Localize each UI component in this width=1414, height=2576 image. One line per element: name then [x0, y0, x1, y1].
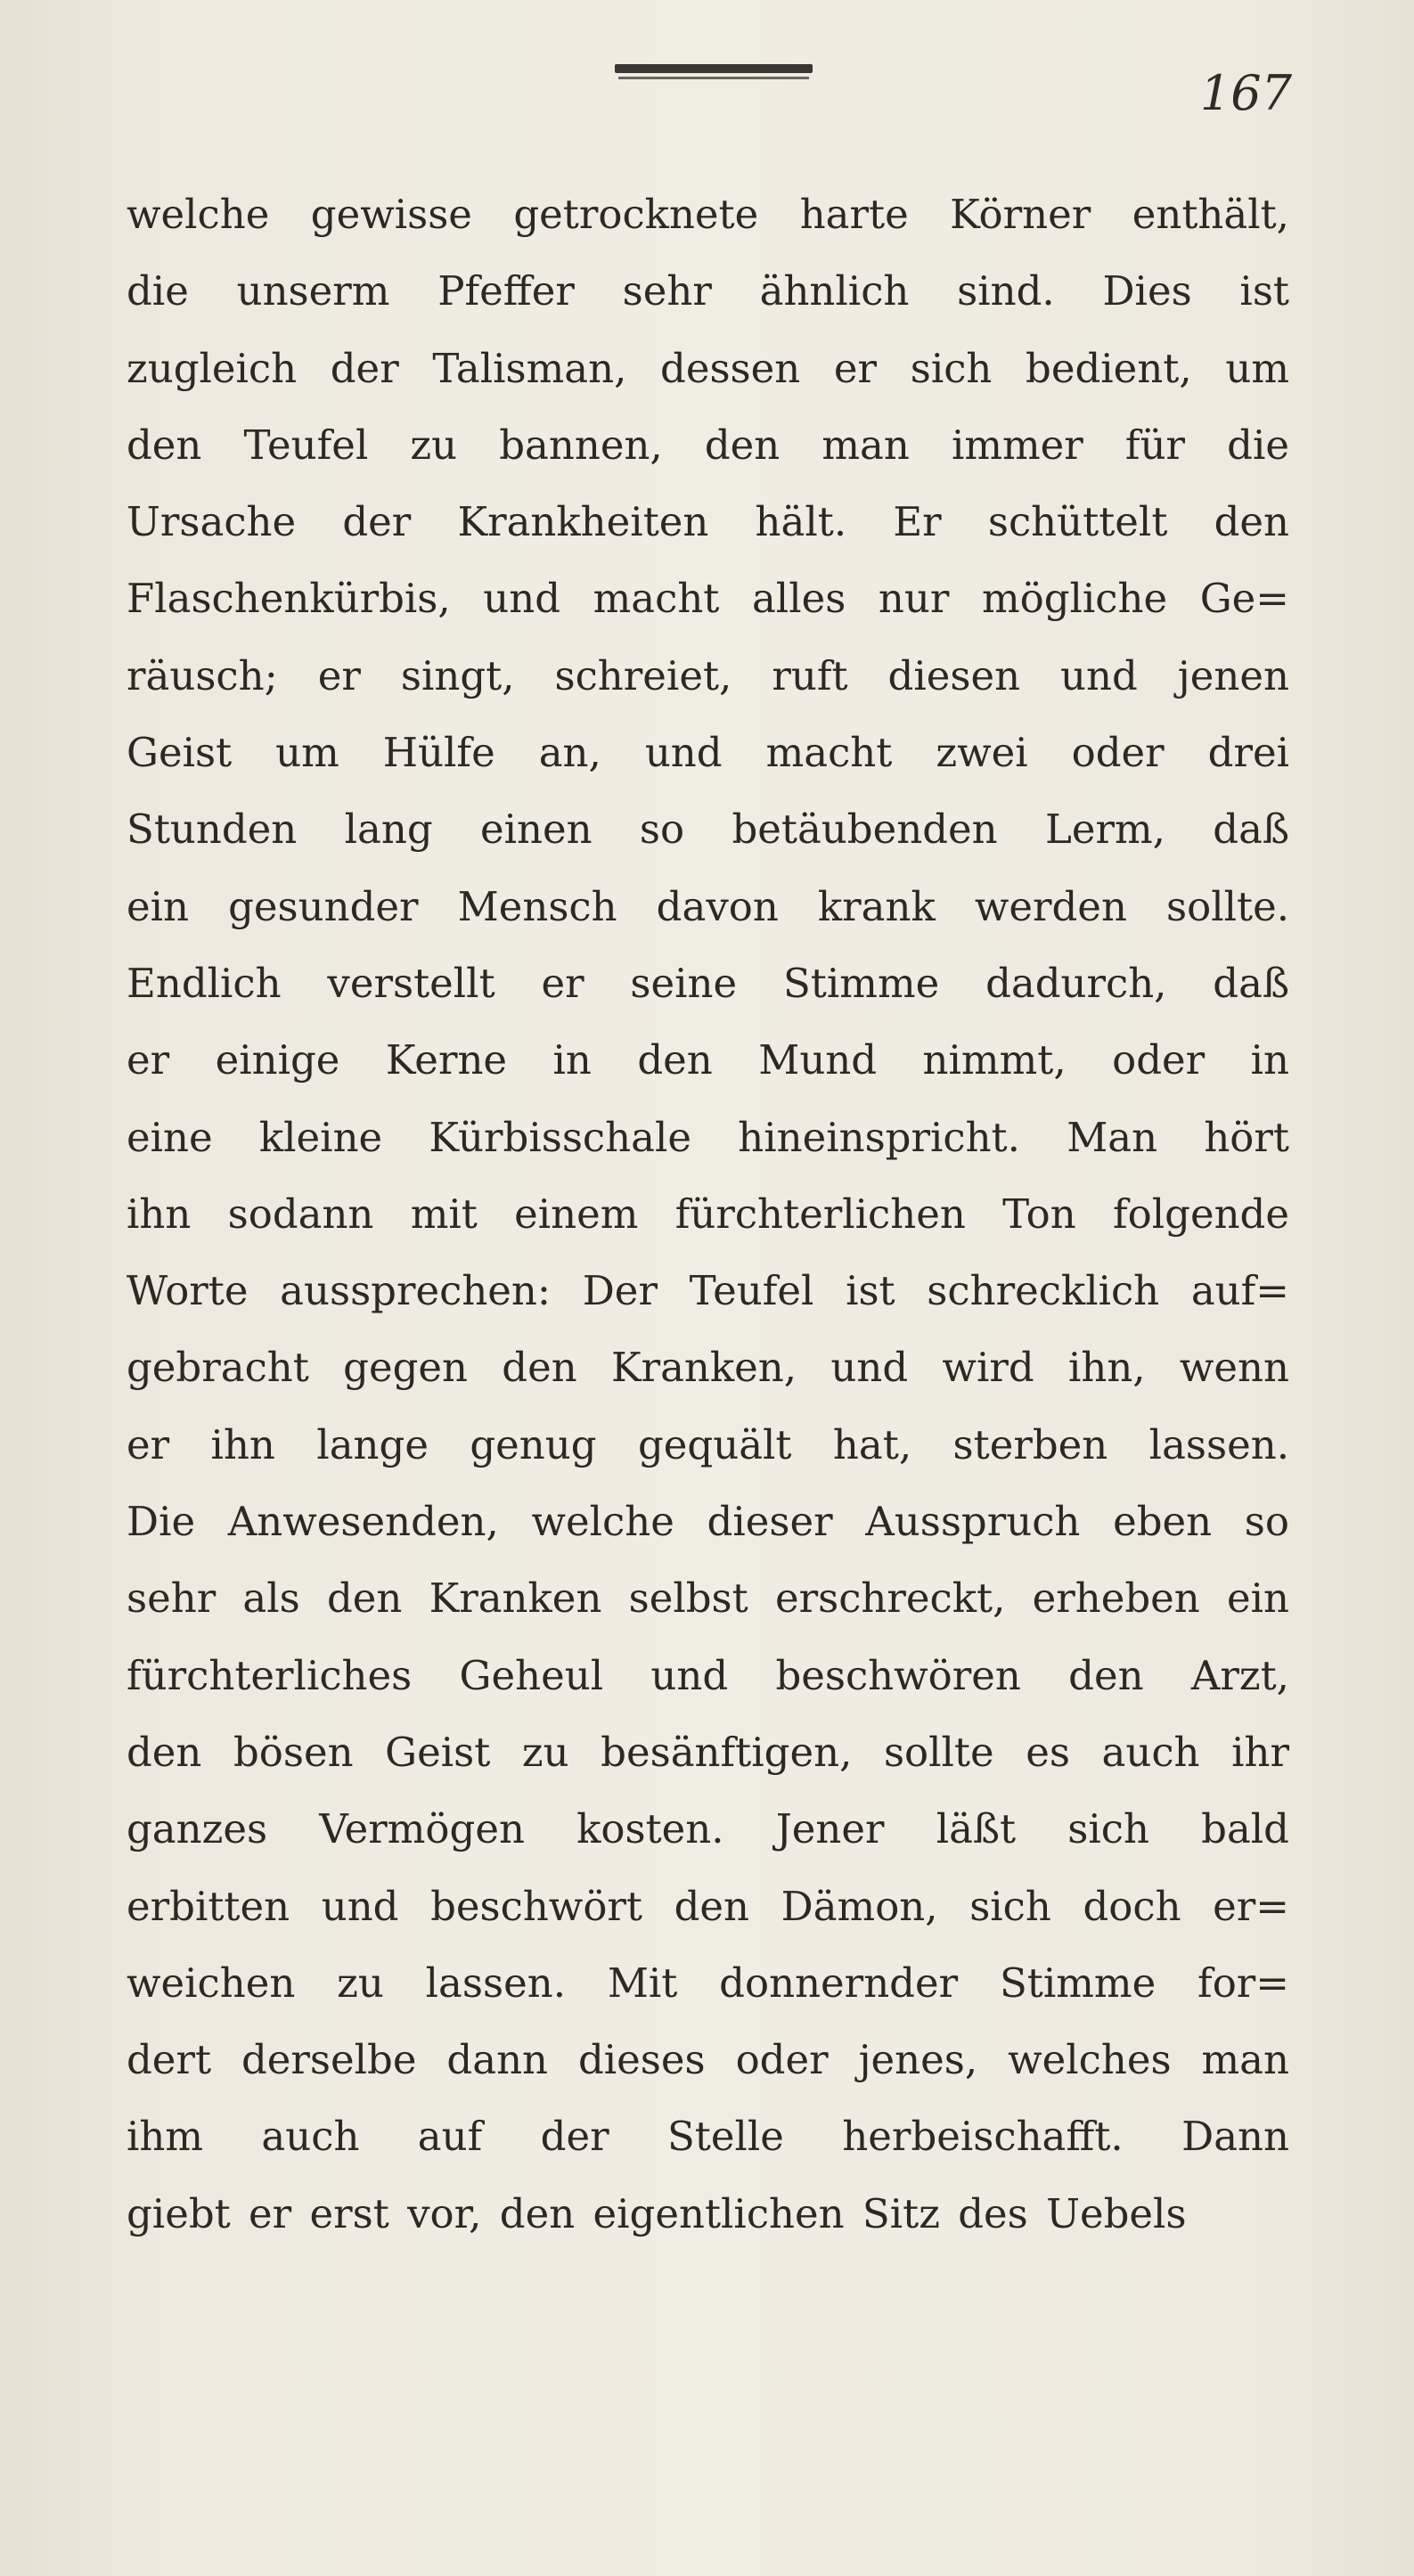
text-line: den bösen Geist zu besänftigen, sollte es auch ihr: [127, 1728, 1289, 1776]
text-line: gebracht gegen den Kranken, und wird ihn, wenn: [127, 1344, 1289, 1392]
text-line: Geist um Hülfe an, und macht zwei oder drei: [127, 729, 1289, 777]
text-line: erbitten und beschwört den Dämon, sich doch er=: [127, 1882, 1289, 1930]
text-line: räusch; er singt, schreiet, ruft diesen und jenen: [127, 651, 1289, 699]
text-line: welche gewisse getrocknete harte Körner enthält,: [127, 191, 1289, 238]
body-text: [127, 176, 1289, 2253]
text-line: ihn sodann mit einem fürchterlichen Ton folgende: [127, 1190, 1289, 1238]
text-line: Worte aussprechen: Der Teufel ist schrecklich auf=: [127, 1267, 1289, 1315]
text-line: Ursache der Krankheiten hält. Er schüttelt den: [127, 498, 1289, 546]
page-number: 167: [1199, 65, 1292, 121]
text-line: er ihn lange genug gequält hat, sterben lassen.: [127, 1420, 1289, 1468]
text-line: Flaschenkürbis, und macht alles nur mögliche Ge=: [127, 575, 1289, 623]
text-line: dert derselbe dann dieses oder jenes, welches man: [127, 2036, 1289, 2084]
text-line: den Teufel zu bannen, den man immer für die: [127, 421, 1289, 469]
text-line: er einige Kerne in den Mund nimmt, oder in: [127, 1036, 1289, 1084]
text-line: Stunden lang einen so betäubenden Lerm, daß: [127, 806, 1289, 854]
header-rule: [615, 64, 813, 73]
text-line: weichen zu lassen. Mit donnernder Stimme for=: [127, 1959, 1289, 2007]
text-line: ganzes Vermögen kosten. Jener läßt sich bald: [127, 1805, 1289, 1853]
text-line: die unserm Pfeffer sehr ähnlich sind. Dies ist: [127, 267, 1289, 315]
text-line: ihm auch auf der Stelle herbeischafft. Dann: [127, 2113, 1289, 2161]
text-line: fürchterliches Geheul und beschwören den Arzt,: [127, 1651, 1289, 1699]
text-line: zugleich der Talisman, dessen er sich bedient, um: [127, 344, 1289, 392]
text-line: ein gesunder Mensch davon krank werden sollte.: [127, 882, 1289, 930]
text-line: giebt er erst vor, den eigentlichen Sitz des Uebels: [127, 2189, 1187, 2237]
text-line: Die Anwesenden, welche dieser Ausspruch eben so: [127, 1498, 1289, 1546]
text-line: eine kleine Kürbisschale hineinspricht. Man hört: [127, 1113, 1289, 1161]
text-line: Endlich verstellt er seine Stimme dadurch, daß: [127, 959, 1289, 1007]
text-line: sehr als den Kranken selbst erschreckt, erheben ein: [127, 1574, 1289, 1623]
